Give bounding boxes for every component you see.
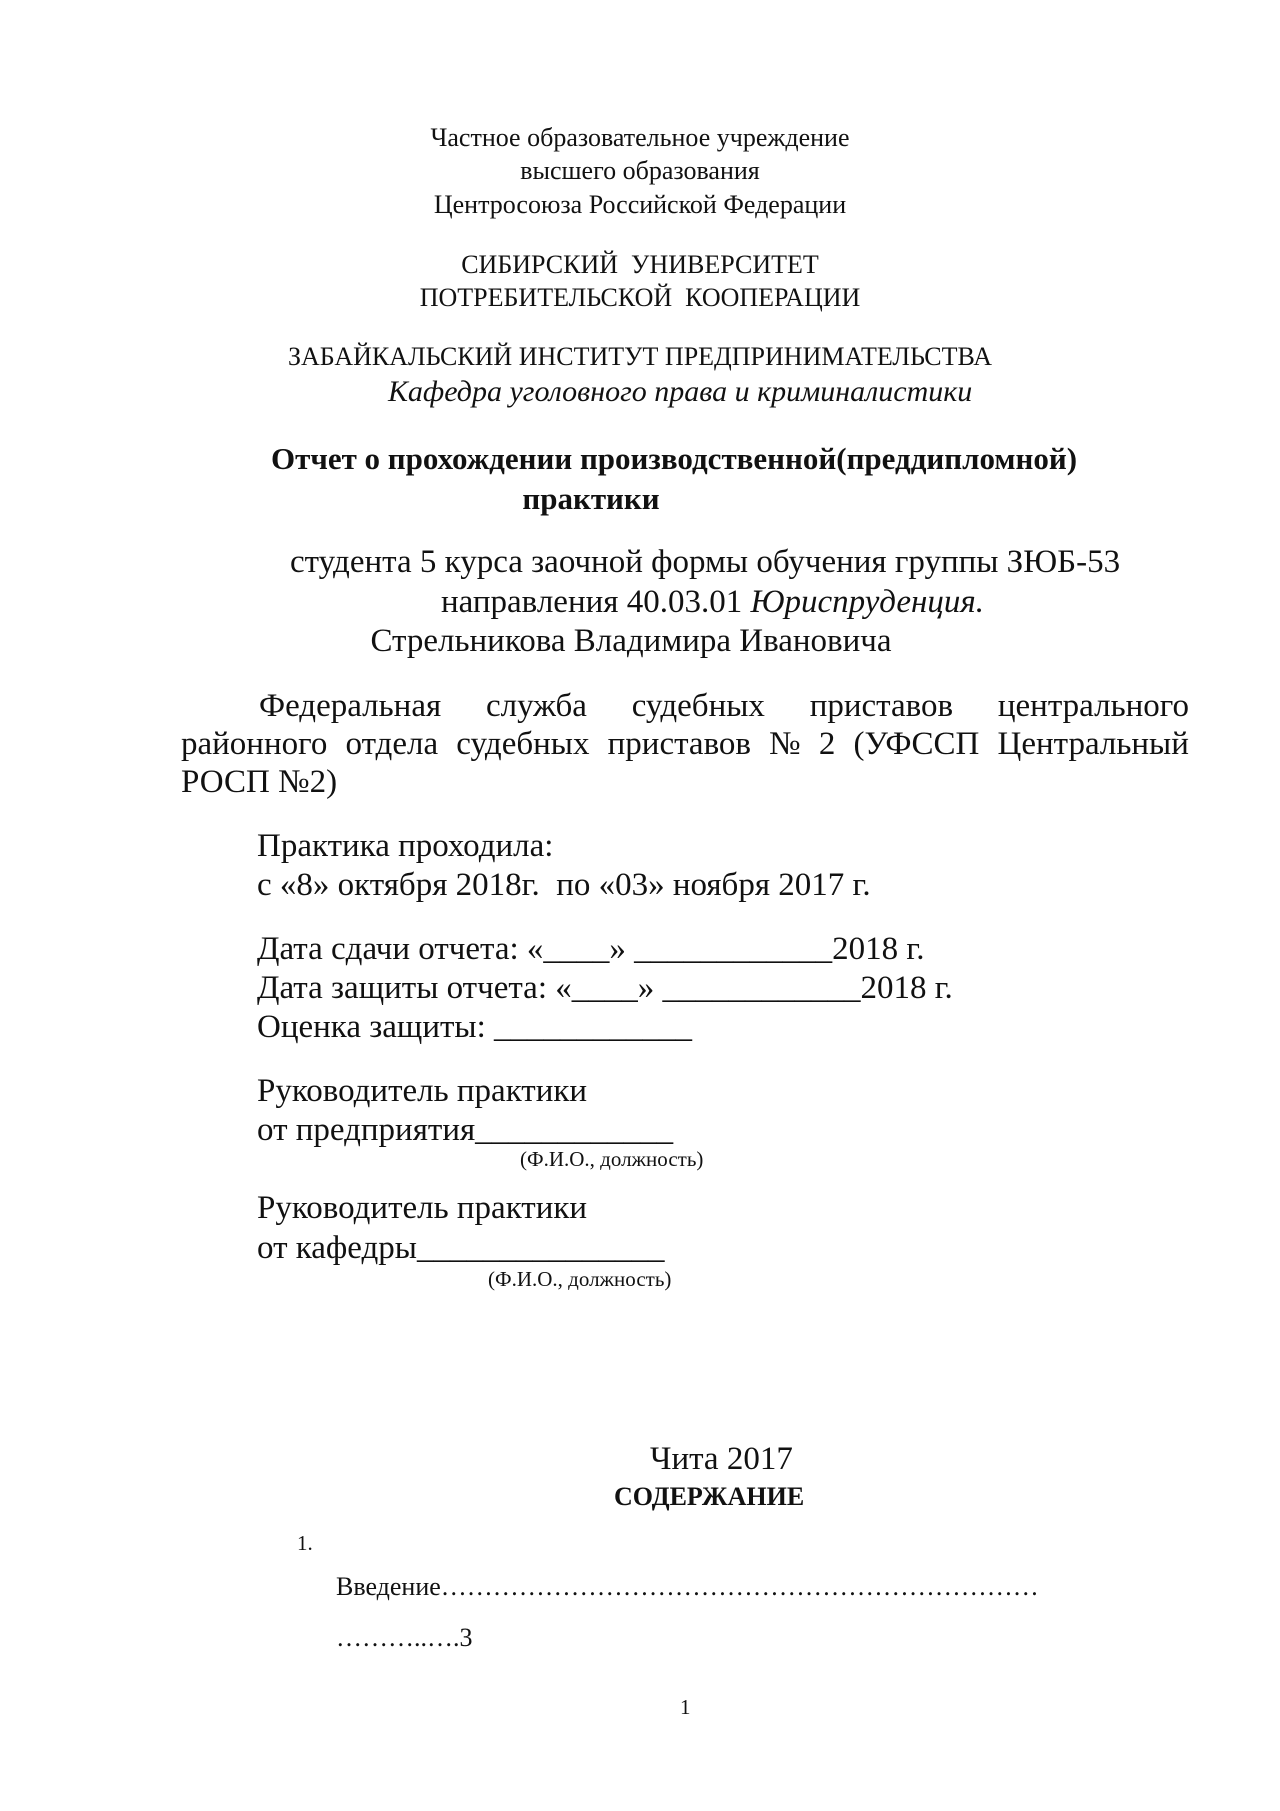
report-title-line-2: практики xyxy=(522,481,660,516)
org-word: служба xyxy=(485,688,587,724)
org-word: судебных xyxy=(631,688,765,724)
defense-date: Дата защиты отчета: «____» ____________2018 г. xyxy=(257,970,953,1006)
university-line-2: ПОТРЕБИТЕЛЬСКОЙ КООПЕРАЦИИ xyxy=(419,283,861,312)
institution-line-2: высшего образования xyxy=(520,156,760,185)
department-supervisor-line: от кафедры_______________ xyxy=(257,1230,665,1266)
enterprise-supervisor-hint: (Ф.И.О., должность) xyxy=(520,1147,704,1171)
institution-line-1: Частное образовательное учреждение xyxy=(430,123,850,152)
org-word: (УФССП xyxy=(853,726,980,762)
practice-period: с «8» октября 2018г. по «03» ноября 2017 г. xyxy=(257,867,871,903)
direction-name: Юриспруденция. xyxy=(750,584,984,620)
city-year: Чита 2017 xyxy=(650,1441,793,1477)
defense-grade: Оценка защиты: ____________ xyxy=(257,1009,692,1045)
department-supervisor-label: Руководитель практики xyxy=(257,1190,588,1226)
practice-label: Практика проходила: xyxy=(257,828,554,864)
contents-item-introduction: Введение…………………………………………………………… xyxy=(336,1572,1039,1601)
org-word: № xyxy=(769,726,801,762)
contents-item-number: 1. xyxy=(297,1531,313,1555)
organization-line-1 xyxy=(259,690,1189,723)
institute-name: ЗАБАЙКАЛЬСКИЙ ИНСТИТУТ ПРЕДПРИНИМАТЕЛЬСТВА xyxy=(287,342,992,371)
institution-line-3: Центросоюза Российской Федерации xyxy=(433,190,847,219)
organization-line-2 xyxy=(181,728,1189,761)
org-word: 2 xyxy=(818,726,836,762)
org-word: приставов xyxy=(809,688,954,724)
org-word: приставов xyxy=(607,726,752,762)
enterprise-supervisor-line: от предприятия____________ xyxy=(257,1112,674,1148)
direction-prefix: направления 40.03.01 xyxy=(441,584,751,620)
organization-line-3: РОСП №2) xyxy=(181,764,338,800)
contents-item-introduction-page: ………..….3 xyxy=(336,1623,473,1652)
department-name: Кафедра уголовного права и криминалистики xyxy=(388,375,973,408)
student-line: студента 5 курса заочной формы обучения группы ЗЮБ-53 xyxy=(290,544,1121,580)
student-name: Стрельникова Владимира Ивановича xyxy=(370,623,892,659)
direction-line xyxy=(441,586,984,619)
org-word: Центральный xyxy=(997,726,1189,762)
report-title-line-1: Отчет о прохождении производственной(преддипломной) xyxy=(271,441,1078,476)
org-word: районного xyxy=(181,726,328,762)
org-word: отдела xyxy=(345,726,439,762)
page-number: 1 xyxy=(680,1695,691,1719)
org-word: судебных xyxy=(456,726,590,762)
org-word: центрального xyxy=(997,688,1189,724)
org-word: Федеральная xyxy=(259,688,442,724)
contents-heading: СОДЕРЖАНИЕ xyxy=(614,1482,805,1511)
university-line-1: СИБИРСКИЙ УНИВЕРСИТЕТ xyxy=(461,250,819,279)
enterprise-supervisor-label: Руководитель практики xyxy=(257,1073,588,1109)
department-supervisor-hint: (Ф.И.О., должность) xyxy=(488,1267,672,1291)
submission-date: Дата сдачи отчета: «____» ____________2018 г. xyxy=(257,931,925,967)
